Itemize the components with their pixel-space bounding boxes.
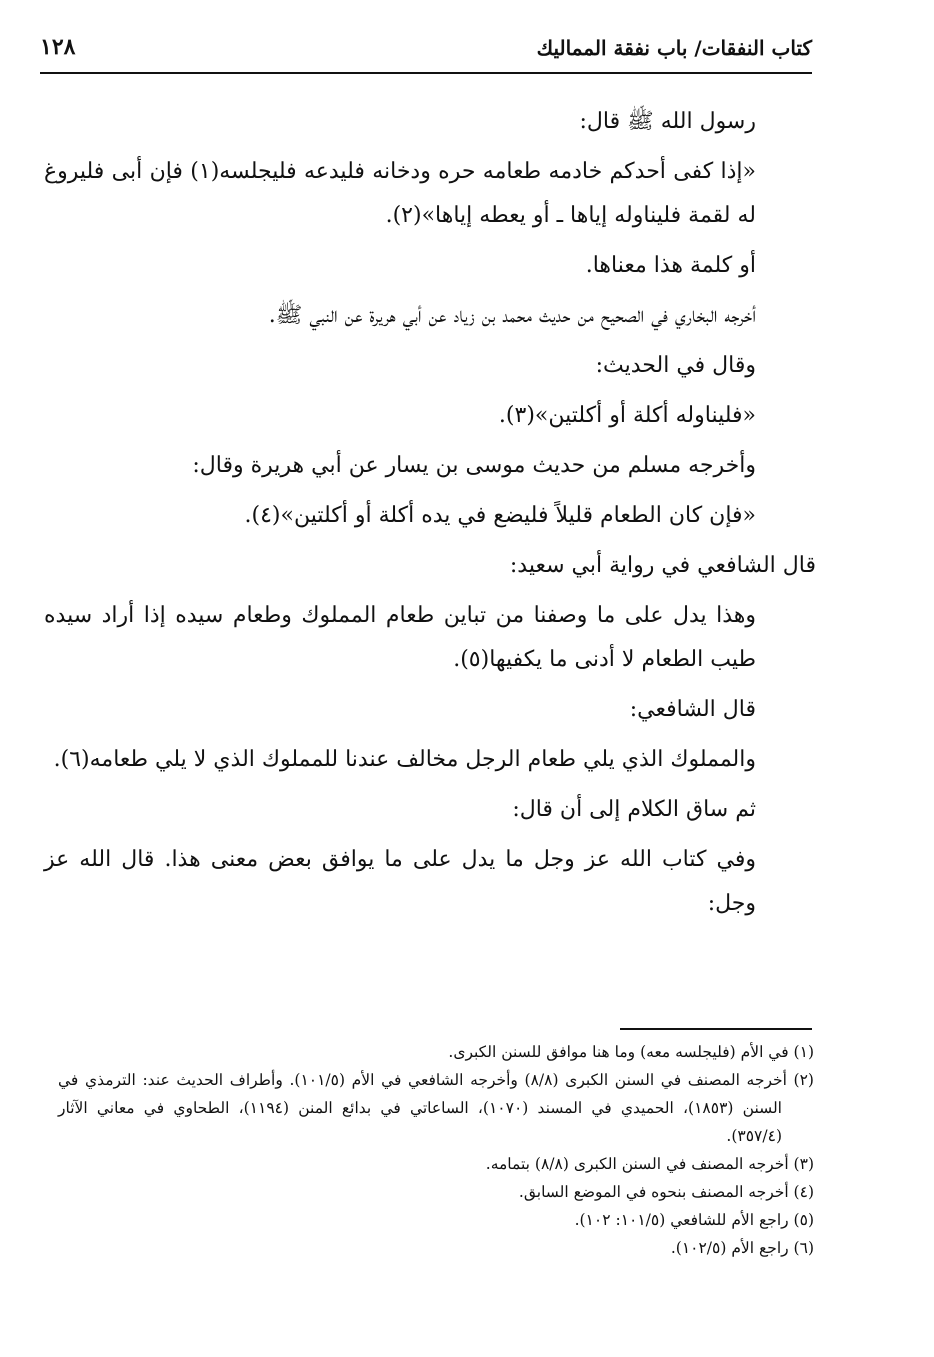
paragraph: أخرجه البخاري في الصحيح من حديث محمد بن زياد عن أبي هريرة عن النبي ﷺ. [268,303,756,328]
paragraph: رسول الله ﷺ قال: [579,109,756,134]
running-title: كتاب النفقات/ باب نفقة المماليك [536,36,812,60]
page-number: ١٢٨ [40,34,76,60]
paragraph: «فإن كان الطعام قليلاً فليضع في يده أكلة أو أكلتين»(٤). [244,503,756,528]
footnote-divider [620,1028,812,1030]
paragraph: قال الشافعي: [629,697,756,722]
footnote: (٢) أخرجه المصنف في السنن الكبرى (٨/٨) وأخرجه الشافعي في الأم (١٠١/٥). وأطراف الحديث عند: الترمذي في السنن (١٨٥٣)، الحميدي في المسند (١٠٧٠)، الساعاتي في بدائع المنن (١١٩٤)، الطحاوي في معاني الآثار (٣٥٧/٤). [58,1071,814,1145]
page-header [40,30,812,74]
paragraph: قال الشافعي في رواية أبي سعيد: [509,553,816,578]
header-divider [40,72,812,74]
paragraph: وقال في الحديث: [595,353,756,378]
footnote: (١) في الأم (فليجلسه معه) وما هنا موافق للسنن الكبرى. [448,1043,814,1061]
footnote: (٦) راجع الأم (١٠٢/٥). [670,1239,814,1257]
footnote: (٥) راجع الأم للشافعي (١٠١/٥: ١٠٢). [574,1211,814,1229]
paragraph: وفي كتاب الله عز وجل ما يدل على ما يوافق بعض معنى هذا. قال الله عز وجل: [44,847,756,916]
paragraph: وأخرجه مسلم من حديث موسى بن يسار عن أبي هريرة وقال: [192,453,756,478]
paragraph: والمملوك الذي يلي طعام الرجل مخالف عندنا للمملوك الذي لا يلي طعامه(٦). [53,747,756,772]
footnotes [58,1038,814,1262]
paragraph: «إذا كفى أحدكم خادمه طعامه حره ودخانه فليدعه فليجلسه(١) فإن أبى فليروغ له لقمة فليناوله إياها ـ أو يعطه إياها»(٢). [44,159,756,228]
paragraph: «فليناوله أكلة أو أكلتين»(٣). [498,403,756,428]
footnote: (٣) أخرجه المصنف في السنن الكبرى (٨/٨) بتمامه. [485,1155,814,1173]
main-text [44,100,816,932]
paragraph: ثم ساق الكلام إلى أن قال: [512,797,756,822]
paragraph: أو كلمة هذا معناها. [585,253,756,278]
footnote: (٤) أخرجه المصنف بنحوه في الموضع السابق. [518,1183,814,1201]
paragraph: وهذا يدل على ما وصفنا من تباين طعام المملوك وطعام سيده إذا أراد سيده طيب الطعام لا أدنى ما يكفيها(٥). [44,603,756,672]
